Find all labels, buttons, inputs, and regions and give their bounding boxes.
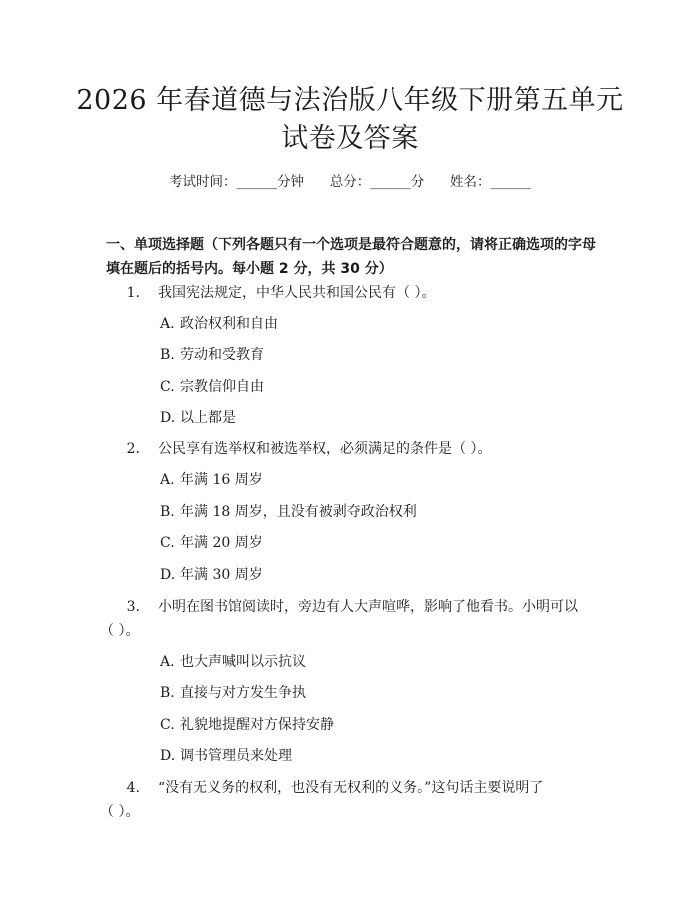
option-label: B. [160,685,175,701]
option-label: B. [160,504,175,520]
option-text: 也大声喊叫以示抗议 [180,654,306,670]
question-text: 小明在图书馆阅读时，旁边有人大声喧哗，影响了他看书。小明可以 [158,599,578,615]
q1-option-c [160,377,264,397]
q2-option-d [160,565,263,585]
question-text: 公民享有选举权和被选举权，必须满足的条件是（ ）。 [158,441,492,457]
option-text: 礼貌地提醒对方保持安静 [180,717,334,733]
time-blank: ______分钟 [236,174,304,190]
question-number: 2. [126,441,140,457]
question-number: 3. [126,599,140,615]
option-text: 直接与对方发生争执 [180,685,306,701]
section-heading [106,233,606,281]
option-text: 年满 16 周岁 [180,472,263,488]
name-blank: ______ [490,174,531,190]
section-heading-line1: 一、单项选择题（下列各题只有一个选项是最符合题意的，请将正确选项的字母 [106,237,596,253]
question-text: “没有无义务的权利，也没有无权利的义务。”这句话主要说明了 [158,780,544,796]
exam-title-line2: 试卷及答案 [281,123,419,154]
option-text: 政治权利和自由 [180,316,278,332]
question-1 [106,281,596,305]
option-label: A. [160,472,175,488]
option-text: 年满 18 周岁，且没有被剥夺政治权利 [180,504,417,520]
option-label: B. [160,347,175,363]
q3-option-a [160,652,306,672]
option-label: D. [160,567,176,583]
question-number: 4. [126,780,140,796]
option-label: C. [160,379,175,395]
exam-title-line1: 2026 年春道德与法治版八年级下册第五单元 [76,85,624,116]
option-text: 劳动和受教育 [180,347,264,363]
exam-meta-line [0,170,700,190]
score-blank: ______分 [370,174,425,190]
option-label: A. [160,316,175,332]
option-text: 以上都是 [180,410,236,426]
option-label: C. [160,717,175,733]
section-heading-line2: 填在题后的括号内。每小题 2 分，共 30 分） [106,261,393,277]
option-label: C. [160,535,175,551]
time-label: 考试时间： [169,174,237,190]
q3-option-d [160,746,292,766]
q3-option-b [160,683,306,703]
q1-option-d [160,408,236,428]
question-text: 我国宪法规定，中华人民共和国公民有（ ）。 [158,285,436,301]
q3-option-c [160,715,334,735]
option-text: 年满 30 周岁 [180,567,263,583]
question-text-cont: （ ）。 [100,623,140,639]
name-label: 姓名： [450,174,491,190]
question-text-cont: （ ）。 [100,804,140,820]
option-text: 宗教信仰自由 [180,379,264,395]
q1-option-a [160,314,278,334]
option-label: D. [160,748,176,764]
score-label: 总分： [329,174,371,190]
question-2 [106,437,596,461]
option-label: A. [160,654,175,670]
option-text: 调书管理员来处理 [180,748,292,764]
q2-option-a [160,470,263,490]
question-4 [100,776,596,824]
q2-option-b [160,502,417,522]
question-3 [100,595,596,643]
option-text: 年满 20 周岁 [180,535,263,551]
question-number: 1. [126,285,140,301]
option-label: D. [160,410,176,426]
q1-option-b [160,345,264,365]
q2-option-c [160,533,263,553]
